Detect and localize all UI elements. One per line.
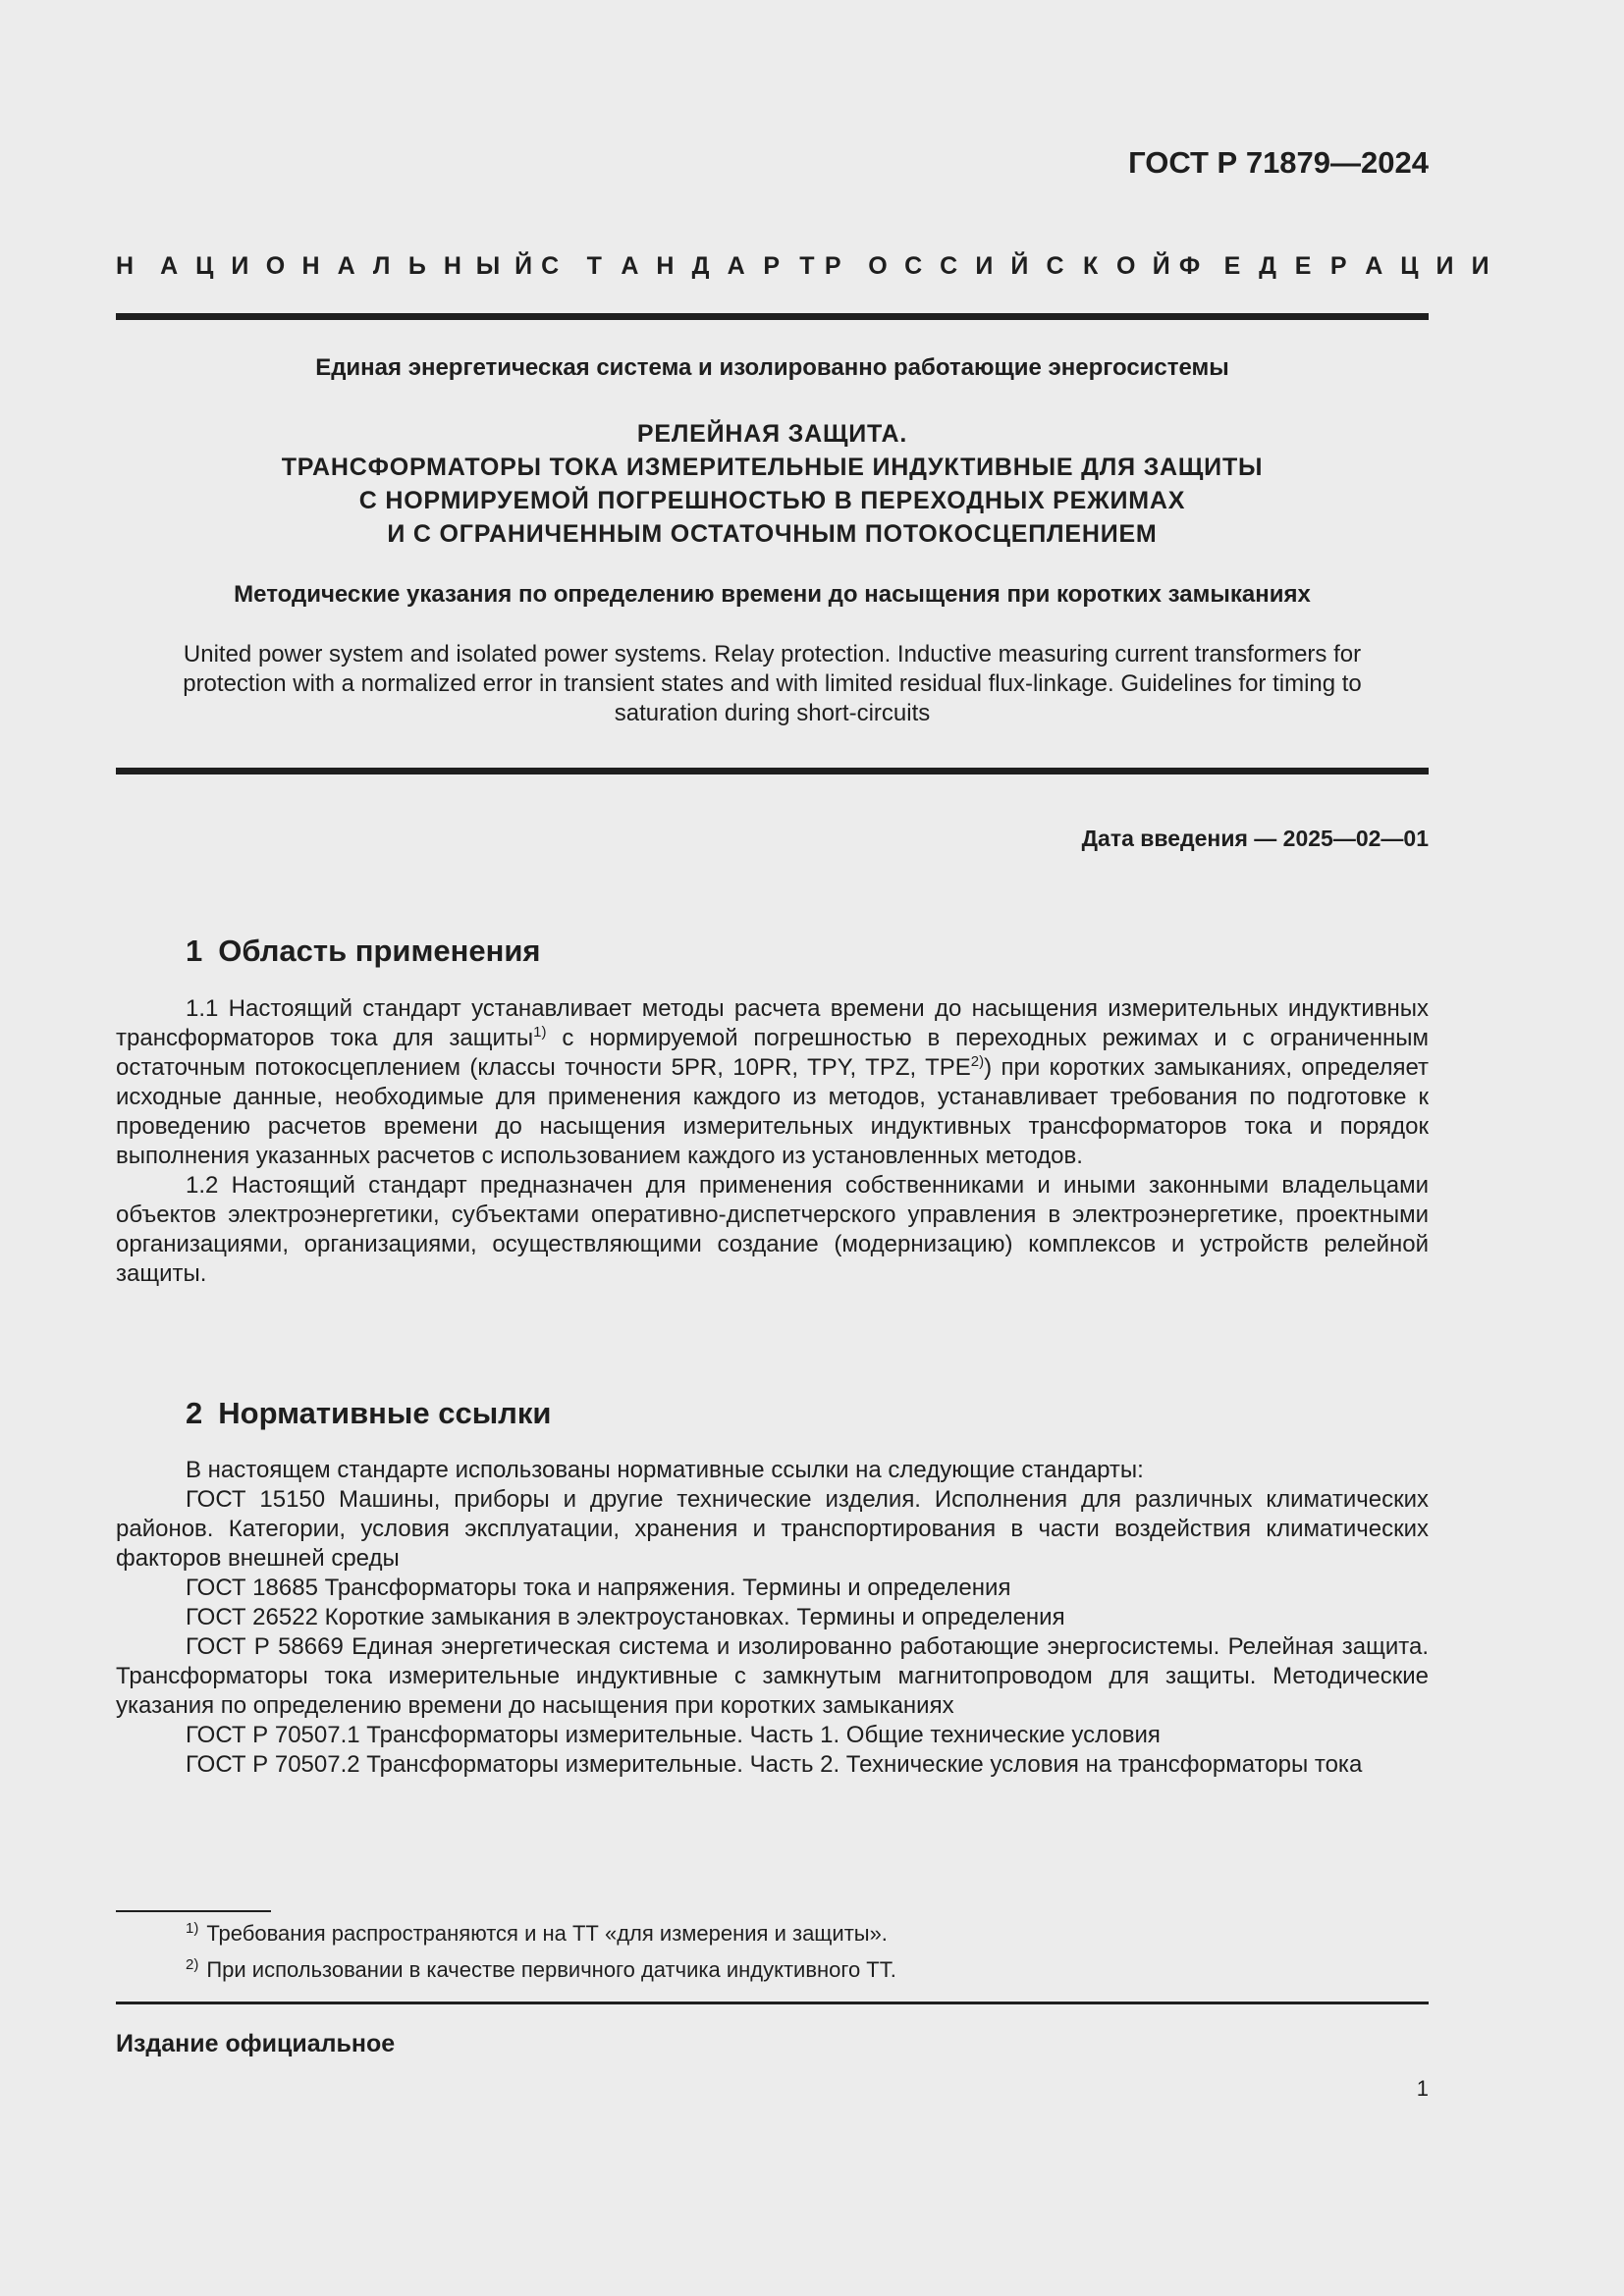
paragraph-text: 1.1 Настоящий стандарт устанавливает методы расчета времени до насыщения измерительных индуктивных трансформаторов тока для защиты xyxy=(116,995,1429,1051)
paragraph-1-2: 1.2 Настоящий стандарт предназначен для применения собственниками и иными законными владельцами объектов электроэнергетики, субъектами оперативно-диспетчерского управления в электроэнергетике, проектными организациями, организациями, осуществляющими создание (модернизацию) комплексов и устройств релейной защиты. xyxy=(116,1172,1429,1287)
section-number: 2 xyxy=(186,1396,203,1430)
section-1-body xyxy=(116,994,1429,1289)
english-title-line: saturation during short-circuits xyxy=(614,700,931,726)
section-title: Область применения xyxy=(218,934,541,968)
main-title-line: И С ОГРАНИЧЕННЫМ ОСТАТОЧНЫМ ПОТОКОСЦЕПЛЕНИЕМ xyxy=(387,520,1158,548)
footer-divider xyxy=(116,2002,1429,2004)
english-title-line: protection with a normalized error in transient states and with limited residual flux-linkage. Guidelines for timing to xyxy=(183,670,1362,697)
banner-word: С Т А Н Д А Р Т xyxy=(541,252,815,280)
system-title: Единая энергетическая система и изолированно работающие энергосистемы xyxy=(315,354,1229,381)
references-intro: В настоящем стандарте использованы нормативные ссылки на следующие стандарты: xyxy=(186,1457,1144,1483)
paragraph-1-1 xyxy=(116,994,1429,1171)
footnote-1 xyxy=(186,1921,888,1947)
banner-word: Ф Е Д Е Р А Ц И И xyxy=(1178,252,1489,280)
footnote-ref[interactable]: 1) xyxy=(533,1024,547,1041)
english-title xyxy=(116,640,1429,728)
footnote-divider xyxy=(116,1910,271,1912)
footnote-mark: 1) xyxy=(186,1919,199,1937)
main-title-line: ТРАНСФОРМАТОРЫ ТОКА ИЗМЕРИТЕЛЬНЫЕ ИНДУКТИВНЫЕ ДЛЯ ЗАЩИТЫ xyxy=(281,454,1264,481)
reference-item: ГОСТ Р 70507.2 Трансформаторы измерительные. Часть 2. Технические условия на трансформаторы тока xyxy=(186,1751,1363,1778)
section-1-heading xyxy=(186,934,541,969)
reference-item: ГОСТ Р 58669 Единая энергетическая система и изолированно работающие энергосистемы. Релейная защита. Трансформаторы тока измерительные индуктивные с замкнутым магнитопроводом для защиты. Методические указания по определению времени до насыщения при коротких замыканиях xyxy=(116,1633,1429,1719)
banner-word: Р О С С И Й С К О Й xyxy=(824,252,1170,280)
footnote-ref[interactable]: 2) xyxy=(970,1053,985,1070)
introduction-date: Дата введения — 2025—02—01 xyxy=(1081,826,1429,851)
top-divider xyxy=(116,313,1429,320)
reference-item: ГОСТ 26522 Короткие замыкания в электроустановках. Термины и определения xyxy=(186,1604,1065,1630)
footnote-2 xyxy=(186,1957,896,1983)
reference-item: ГОСТ 18685 Трансформаторы тока и напряжения. Термины и определения xyxy=(186,1575,1011,1601)
standard-number: ГОСТ Р 71879—2024 xyxy=(1128,145,1429,180)
footnote-mark: 2) xyxy=(186,1955,199,1973)
main-title xyxy=(116,417,1429,551)
paragraph-text: ) при коротких замыканиях, определяет исходные данные, необходимые для применения каждого из методов, устанавливает требования по подготовке к проведению расчетов времени до насыщения измерительных индуктивных трансформаторов тока и порядок выполнения указанных расчетов с использованием каждого из установленных методов. xyxy=(116,1054,1429,1169)
paragraph-text: с нормируемой погрешностью в переходных режимах и с ограниченным остаточным потокосцеплением (классы точности 5PR, 10PR, TPY, TPZ, TPE xyxy=(116,1025,1430,1081)
main-title-line: С НОРМИРУЕМОЙ ПОГРЕШНОСТЬЮ В ПЕРЕХОДНЫХ РЕЖИМАХ xyxy=(358,487,1186,514)
english-title-line: United power system and isolated power systems. Relay protection. Inductive measuring current transformers for xyxy=(183,641,1362,667)
title-divider xyxy=(116,768,1429,774)
subtitle: Методические указания по определению времени до насыщения при коротких замыканиях xyxy=(234,581,1311,608)
page-number: 1 xyxy=(1416,2076,1429,2101)
footnote-text: Требования распространяются и на ТТ «для измерения и защиты». xyxy=(206,1921,888,1946)
official-edition-label: Издание официальное xyxy=(116,2030,396,2057)
footnote-text: При использовании в качестве первичного датчика индуктивного ТТ. xyxy=(206,1957,896,1982)
section-number: 1 xyxy=(186,934,203,968)
banner-word: Н А Ц И О Н А Л Ь Н Ы Й xyxy=(116,252,533,280)
section-2-body xyxy=(116,1456,1429,1780)
section-title: Нормативные ссылки xyxy=(218,1396,552,1430)
reference-item: ГОСТ 15150 Машины, приборы и другие технические изделия. Исполнения для различных климатических районов. Категории, условия эксплуатации, хранения и транспортирования в части воздействия климатических факторов внешней среды xyxy=(116,1486,1429,1572)
national-standard-banner xyxy=(116,252,1489,281)
section-2-heading xyxy=(186,1396,551,1431)
main-title-line: РЕЛЕЙНАЯ ЗАЩИТА. xyxy=(636,420,908,448)
reference-item: ГОСТ Р 70507.1 Трансформаторы измерительные. Часть 1. Общие технические условия xyxy=(186,1722,1161,1748)
